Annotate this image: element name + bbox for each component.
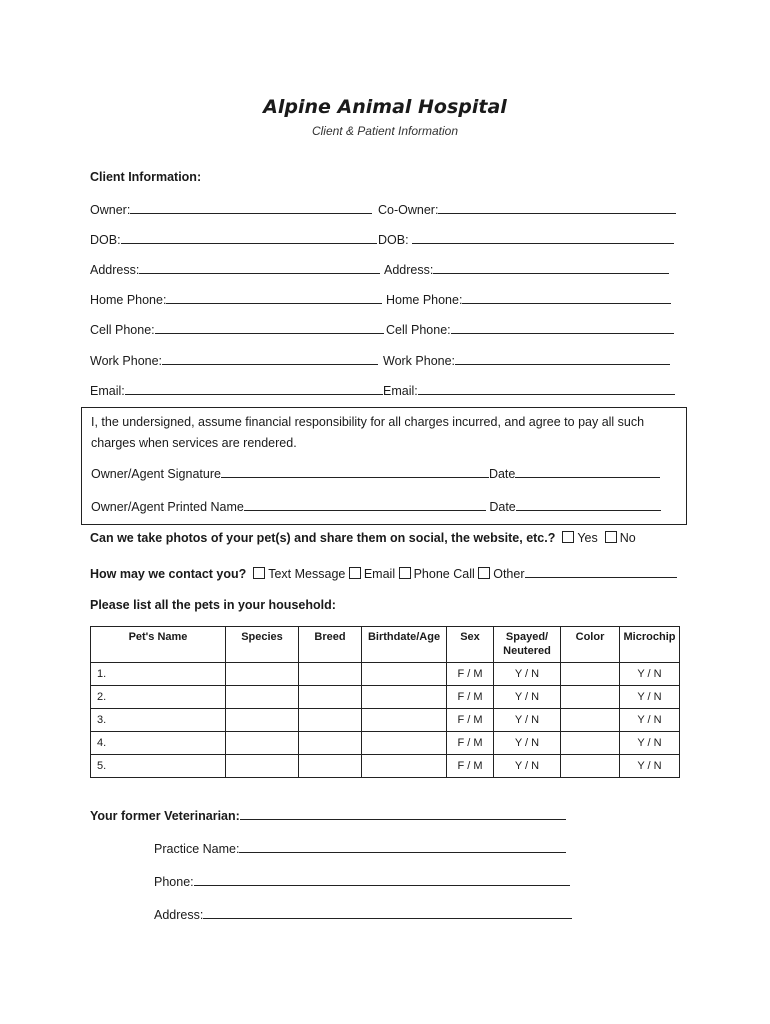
col-breed: Breed	[299, 627, 362, 663]
pets-table-header	[91, 627, 680, 663]
pet-spayed-cell[interactable]: Y / N	[494, 686, 561, 709]
table-row	[91, 686, 680, 709]
printed-date-label: Date	[489, 500, 516, 514]
pets-section-label: Please list all the pets in your household:	[90, 598, 336, 612]
practice-name-label: Practice Name:	[154, 842, 240, 856]
contact-question: How may we contact you?	[90, 567, 247, 581]
co-owner-email-label: Email:	[383, 384, 418, 398]
contact-email-checkbox[interactable]	[349, 567, 361, 579]
table-row	[91, 755, 680, 778]
co-owner-field[interactable]	[378, 201, 676, 217]
pet-color-cell[interactable]	[561, 755, 620, 778]
co-owner-dob-label: DOB:	[378, 233, 409, 247]
pet-microchip-cell[interactable]: Y / N	[620, 686, 680, 709]
co-owner-address-label: Address:	[384, 263, 434, 277]
pet-microchip-cell[interactable]: Y / N	[620, 755, 680, 778]
pet-color-cell[interactable]	[561, 663, 620, 686]
pet-spayed-cell[interactable]: Y / N	[494, 732, 561, 755]
pet-color-cell[interactable]	[561, 709, 620, 732]
pet-species-cell[interactable]	[226, 686, 299, 709]
col-pet-name: Pet's Name	[91, 627, 226, 663]
pet-row-number[interactable]: 1.	[91, 663, 226, 686]
client-section-label: Client Information:	[90, 170, 202, 184]
pet-microchip-cell[interactable]: Y / N	[620, 663, 680, 686]
pet-row-number[interactable]: 4.	[91, 732, 226, 755]
financial-responsibility-box	[81, 407, 687, 525]
co-owner-cell-phone-label: Cell Phone:	[386, 323, 451, 337]
co-owner-work-phone-field[interactable]	[383, 352, 670, 368]
co-owner-address-field[interactable]	[384, 261, 669, 277]
owner-email-field[interactable]	[90, 382, 383, 398]
pet-microchip-cell[interactable]: Y / N	[620, 709, 680, 732]
signature-field[interactable]	[91, 465, 660, 481]
col-color: Color	[561, 627, 620, 663]
pet-species-cell[interactable]	[226, 755, 299, 778]
contact-phone-checkbox[interactable]	[399, 567, 411, 579]
pet-birthdate-cell[interactable]	[362, 663, 447, 686]
co-owner-cell-phone-field[interactable]	[386, 321, 674, 337]
signature-date-label: Date	[488, 467, 516, 481]
pet-birthdate-cell[interactable]	[362, 686, 447, 709]
pet-breed-cell[interactable]	[299, 732, 362, 755]
photos-yes-checkbox[interactable]	[562, 531, 574, 543]
page-subtitle: Client & Patient Information	[311, 124, 459, 138]
co-owner-label: Co-Owner:	[378, 203, 439, 217]
pet-sex-cell[interactable]: F / M	[447, 709, 494, 732]
table-row	[91, 709, 680, 732]
pet-birthdate-cell[interactable]	[362, 709, 447, 732]
co-owner-email-field[interactable]	[383, 382, 675, 398]
owner-home-phone-label: Home Phone:	[90, 293, 167, 307]
former-vet-label: Your former Veterinarian:	[90, 809, 240, 823]
pet-sex-cell[interactable]: F / M	[447, 686, 494, 709]
financial-responsibility-text: I, the undersigned, assume financial responsibility for all charges incurred, and agree to pay all such charges when services are rendered.	[91, 415, 645, 450]
contact-question-row	[90, 565, 677, 581]
owner-dob-field[interactable]	[90, 231, 377, 247]
table-row	[91, 663, 680, 686]
printed-name-field[interactable]	[91, 498, 661, 514]
pet-breed-cell[interactable]	[299, 709, 362, 732]
contact-other-checkbox[interactable]	[478, 567, 490, 579]
owner-address-label: Address:	[90, 263, 140, 277]
co-owner-home-phone-field[interactable]	[386, 291, 671, 307]
pet-spayed-cell[interactable]: Y / N	[494, 709, 561, 732]
contact-text-label: Text Message	[268, 567, 346, 581]
contact-other-label: Other	[493, 567, 525, 581]
former-vet-field[interactable]	[90, 807, 566, 823]
signature-label: Owner/Agent Signature	[91, 467, 221, 481]
contact-email-label: Email	[363, 567, 396, 581]
owner-email-label: Email:	[90, 384, 125, 398]
co-owner-home-phone-label: Home Phone:	[386, 293, 463, 307]
vet-phone-label: Phone:	[154, 875, 194, 889]
pet-breed-cell[interactable]	[299, 755, 362, 778]
vet-address-label: Address:	[154, 908, 204, 922]
owner-cell-phone-label: Cell Phone:	[90, 323, 155, 337]
photos-no-checkbox[interactable]	[605, 531, 617, 543]
pet-birthdate-cell[interactable]	[362, 732, 447, 755]
pet-sex-cell[interactable]: F / M	[447, 755, 494, 778]
owner-label: Owner:	[90, 203, 131, 217]
pet-color-cell[interactable]	[561, 686, 620, 709]
pet-species-cell[interactable]	[226, 709, 299, 732]
owner-cell-phone-field[interactable]	[90, 321, 384, 337]
col-birthdate: Birthdate/Age	[362, 627, 447, 663]
pet-color-cell[interactable]	[561, 732, 620, 755]
pet-sex-cell[interactable]: F / M	[447, 732, 494, 755]
page-title: Alpine Animal Hospital	[263, 96, 507, 118]
photos-no-label: No	[619, 531, 636, 545]
printed-name-label: Owner/Agent Printed Name	[91, 500, 244, 514]
owner-work-phone-label: Work Phone:	[90, 354, 163, 368]
contact-text-checkbox[interactable]	[253, 567, 265, 579]
pet-species-cell[interactable]	[226, 732, 299, 755]
co-owner-dob-field[interactable]	[378, 231, 674, 247]
col-microchip: Microchip	[620, 627, 680, 663]
co-owner-work-phone-label: Work Phone:	[383, 354, 456, 368]
pet-birthdate-cell[interactable]	[362, 755, 447, 778]
pet-row-number[interactable]: 5.	[91, 755, 226, 778]
col-spayed: Spayed/ Neutered	[494, 627, 561, 663]
contact-phone-label: Phone Call	[413, 567, 475, 581]
pet-row-number[interactable]: 2.	[91, 686, 226, 709]
pet-row-number[interactable]: 3.	[91, 709, 226, 732]
photos-question: Can we take photos of your pet(s) and share them on social, the website, etc.?	[90, 531, 556, 545]
owner-work-phone-field[interactable]	[90, 352, 378, 368]
practice-name-field[interactable]	[154, 840, 566, 856]
pet-species-cell[interactable]	[226, 663, 299, 686]
owner-address-field[interactable]	[90, 261, 380, 277]
pet-sex-cell[interactable]: F / M	[447, 663, 494, 686]
owner-field[interactable]	[90, 201, 372, 217]
vet-phone-field[interactable]	[154, 873, 570, 889]
owner-dob-label: DOB:	[90, 233, 121, 247]
pet-microchip-cell[interactable]: Y / N	[620, 732, 680, 755]
col-species: Species	[226, 627, 299, 663]
pets-table	[90, 626, 680, 778]
photos-question-row	[90, 531, 636, 545]
col-sex: Sex	[447, 627, 494, 663]
photos-yes-label: Yes	[577, 531, 598, 545]
owner-home-phone-field[interactable]	[90, 291, 382, 307]
table-row	[91, 732, 680, 755]
pet-breed-cell[interactable]	[299, 663, 362, 686]
vet-address-field[interactable]	[154, 906, 572, 922]
pet-breed-cell[interactable]	[299, 686, 362, 709]
pet-spayed-cell[interactable]: Y / N	[494, 663, 561, 686]
pet-spayed-cell[interactable]: Y / N	[494, 755, 561, 778]
